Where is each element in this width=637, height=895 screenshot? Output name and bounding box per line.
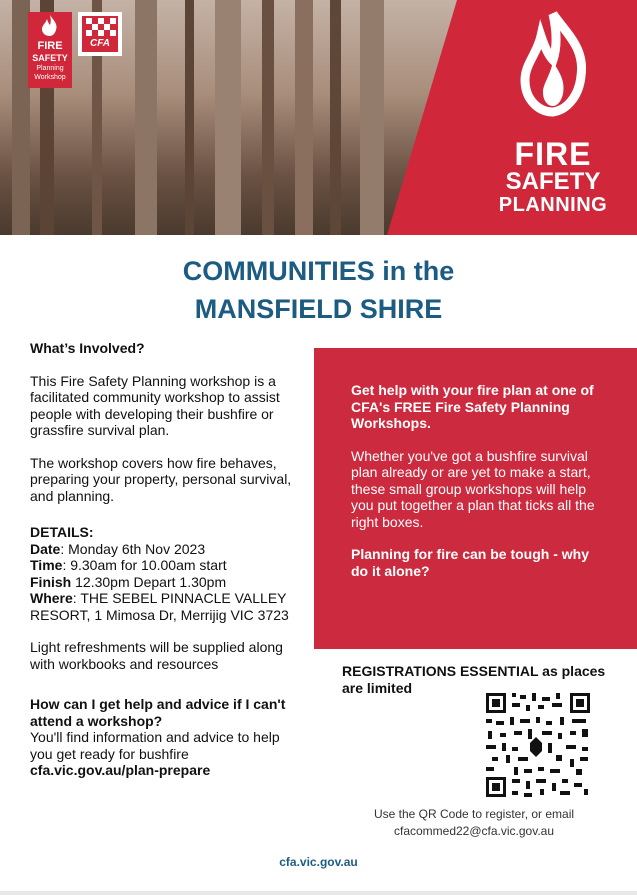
registration-email[interactable]: cfacommed22@cfa.vic.gov.au <box>393 824 555 838</box>
qr-code[interactable] <box>484 691 592 799</box>
tree-trunk <box>215 0 241 235</box>
badge-line: Workshop <box>34 74 66 81</box>
cfa-text: CFA <box>90 38 110 49</box>
where-label: Where <box>30 590 73 606</box>
badge-line: FIRE <box>37 40 63 52</box>
covers-paragraph: The workshop covers how fire behaves, preparing your property, personal survival, and planning. <box>30 454 292 504</box>
finish-value: 12.30pm Depart 1.30pm <box>71 573 227 590</box>
where-value: : THE SEBEL PINNACLE VALLEY RESORT, 1 Mimosa Dr, Merrijig VIC 3723 <box>30 590 289 623</box>
info-callout <box>314 348 637 649</box>
tree-trunk <box>262 0 274 235</box>
plan-prepare-link[interactable]: cfa.vic.gov.au/plan-prepare <box>30 762 211 778</box>
title-line: MANSFIELD SHIRE <box>194 294 443 324</box>
registration-heading: REGISTRATIONS ESSENTIAL as places are limited <box>342 663 606 696</box>
callout-body: Whether you've got a bushfire survival plan already or are yet to make a start, these small group workshops will help you put together a plan that ticks all the right boxes. <box>351 447 595 530</box>
logo-line: SAFETY <box>505 168 601 195</box>
footer-url[interactable]: cfa.vic.gov.au <box>279 855 358 869</box>
qr-code-image <box>484 691 592 799</box>
logo-line: PLANNING <box>498 194 608 216</box>
checker-icon <box>82 16 118 38</box>
bottom-rule <box>0 891 637 895</box>
intro-paragraph: This Fire Safety Planning workshop is a facilitated community workshop to assist people with developing their bushfire or grassfire survival plan. <box>30 372 280 438</box>
qr-caption-line: Use the QR Code to register, or email <box>373 807 575 821</box>
flame-icon <box>28 12 72 40</box>
tree-trunk <box>295 0 313 235</box>
logo-line: FIRE <box>514 136 592 172</box>
help-text: You'll find information and advice to help you get ready for bushfire <box>30 729 280 762</box>
date-label: Date <box>30 540 61 557</box>
qr-caption <box>340 806 608 840</box>
tree-trunk <box>135 0 157 235</box>
hero-banner <box>0 0 637 235</box>
finish-label: Finish <box>30 573 72 590</box>
callout-closing: Planning for fire can be tough - why do it alone? <box>351 546 590 579</box>
where-line <box>30 590 295 623</box>
cfa-logo <box>78 12 122 56</box>
time-line <box>30 557 295 574</box>
details-heading: DETAILS: <box>30 524 94 540</box>
help-heading: How can I get help and advice if I can't attend a workshop? <box>30 696 286 729</box>
fire-safety-planning-logo <box>489 8 617 223</box>
finish-line <box>30 574 295 591</box>
time-label: Time <box>30 557 63 573</box>
badge-line: Planning <box>36 65 64 72</box>
left-column <box>30 340 295 779</box>
badge-line: SAFETY <box>32 53 68 63</box>
whats-involved-heading: What’s Involved? <box>30 340 145 356</box>
page-title <box>0 252 637 328</box>
refreshments-paragraph: Light refreshments will be supplied along with workbooks and resources <box>30 639 283 672</box>
callout-heading: Get help with your fire plan at one of CFA's FREE Fire Safety Planning Workshops. <box>351 382 594 431</box>
tree-trunk <box>360 0 384 235</box>
tree-trunk <box>185 0 194 235</box>
tree-trunk <box>330 0 341 235</box>
flame-icon <box>499 8 607 138</box>
time-value: : 9.30am for 10.00am start <box>62 557 227 573</box>
date-value: : Monday 6th Nov 2023 <box>60 540 206 557</box>
title-line: COMMUNITIES in the <box>182 256 455 286</box>
date-line <box>30 541 295 558</box>
fire-safety-badge <box>28 12 72 88</box>
